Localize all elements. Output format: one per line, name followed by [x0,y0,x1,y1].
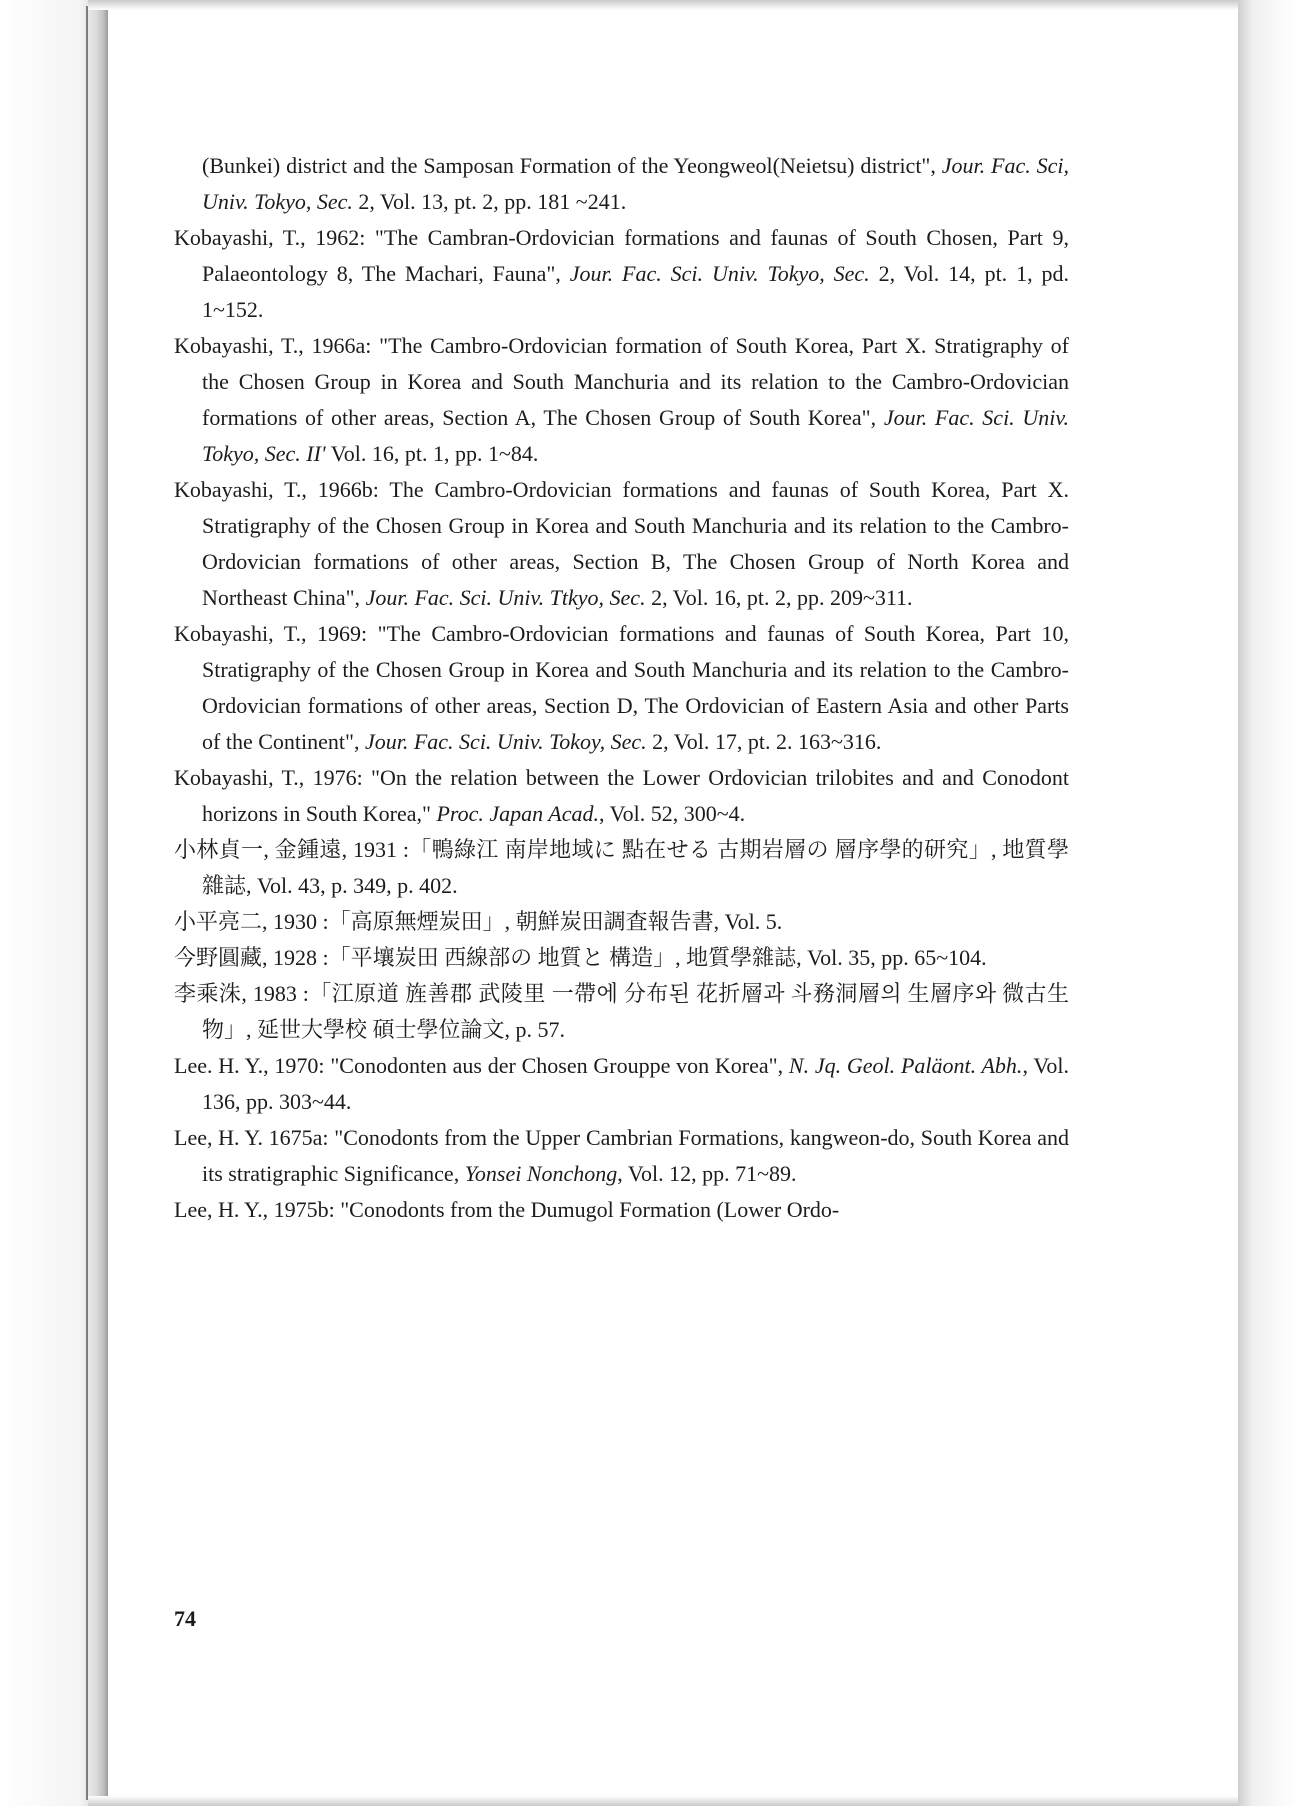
reference-details: , Vol. 136, pp. 303~44. [202,1053,1069,1114]
scan-top-edge [88,0,1248,10]
reference-entry [174,1048,1069,1120]
reference-entry [174,976,1069,1048]
scan-right-edge [1238,0,1303,1806]
reference-entry [174,1192,1069,1228]
reference-text: 李乘洙, 1983 :「江原道 旌善郡 武陵里 一帶에 分布된 花折層과 斗務洞層의 生層序와 微古生物」, 延世大學校 碩士學位論文, p. 57. [174,981,1069,1042]
reference-source: Jour. Fac. Sci. Univ. Ttkyo, Sec. [365,585,646,610]
reference-entry [174,220,1069,328]
reference-text: Lee, H. Y. 1675a: "Conodonts from the Upper Cambrian Formations, kangweon-do, South Korea and its stratigraphic Significance, [174,1125,1069,1186]
reference-details: , Vol. 52, 300~4. [598,801,746,826]
reference-entry [174,472,1069,616]
reference-entry [174,616,1069,760]
reference-source: Yonsei Nonchong [464,1161,618,1186]
reference-entry [174,760,1069,832]
scan-left-edge [0,0,108,1806]
reference-source: Proc. Japan Acad. [436,801,599,826]
reference-details: 2, Vol. 17, pt. 2. 163~316. [646,729,882,754]
reference-source: Jour. Fac. Sci, Univ. Tokyo, Sec. [202,153,1070,214]
reference-text: Lee. H. Y., 1970: "Conodonten aus der Chosen Grouppe von Korea", [174,1053,789,1078]
reference-text: Kobayashi, T., 1969: "The Cambro-Ordovician formations and faunas of South Korea, Part 10, Stratigraphy of the Chosen Group in Korea and South Manchuria and its relation to the Cambro-Ordovician formations of other areas, Section D, The Ordovician of Eastern Asia and other Parts of the Continent", [174,621,1069,754]
reference-details: 2, Vol. 13, pt. 2, pp. 181 ~241. [352,189,627,214]
reference-entry [174,148,1069,220]
reference-text: Kobayashi, T., 1966b: The Cambro-Ordovician formations and faunas of South Korea, Part X. Stratigraphy of the Chosen Group in Korea and South Manchuria and its relation to the Cambro-Ordovician formations of other areas, Section B, The Chosen Group of North Korea and Northeast China", [174,477,1069,610]
reference-details: 2, Vol. 14, pt. 1, pd. 1~152. [202,261,1069,322]
reference-source: N. Jq. Geol. Paläont. Abh. [788,1053,1023,1078]
reference-entry [174,904,1069,940]
reference-source: Jour. Fac. Sci. Univ. Tokyo, Sec. II' [202,405,1069,466]
reference-entry [174,940,1069,976]
reference-entry [174,328,1069,472]
page-number: 74 [174,1606,196,1631]
reference-text: Kobayashi, T., 1976: "On the relation between the Lower Ordovician trilobites and and Conodont horizons in South Korea," [174,765,1069,826]
reference-text: (Bunkei) district and the Samposan Formation of the Yeongweol(Neietsu) district", [202,153,942,178]
reference-entry [174,832,1069,904]
reference-details: Vol. 16, pt. 1, pp. 1~84. [325,441,539,466]
reference-source: Jour. Fac. Sci. Univ. Tokoy, Sec. [364,729,647,754]
reference-text: 小林貞一, 金鍾遠, 1931 :「鴨綠江 南岸地域に 點在せる 古期岩層の 層序學的研究」, 地質學雜誌, Vol. 43, p. 349, p. 402. [174,837,1069,898]
reference-text: 小平亮二, 1930 :「高原無煙炭田」, 朝鮮炭田調査報告書, Vol. 5. [174,909,783,934]
reference-source: Jour. Fac. Sci. Univ. Tokyo, Sec. [569,261,870,286]
reference-details: 2, Vol. 16, pt. 2, pp. 209~311. [645,585,913,610]
reference-details: , Vol. 12, pp. 71~89. [617,1161,797,1186]
reference-text: Lee, H. Y., 1975b: "Conodonts from the Dumugol Formation (Lower Ordo- [174,1197,840,1222]
scan-left-edge-line [86,6,88,1800]
reference-text: 今野圓藏, 1928 :「平壤炭田 西線部の 地質と 構造」, 地質學雜誌, Vol. 35, pp. 65~104. [174,945,987,970]
reference-entry [174,1120,1069,1192]
reference-text: Kobayashi, T., 1962: "The Cambran-Ordovician formations and faunas of South Chosen, Part 9, Palaeontology 8, The Machari, Fauna", [174,225,1069,286]
reference-list [174,148,1069,1228]
scan-bottom-edge [88,1796,1248,1806]
reference-text: Kobayashi, T., 1966a: "The Cambro-Ordovician formation of South Korea, Part X. Stratigraphy of the Chosen Group in Korea and South Manchuria and its relation to the Cambro-Ordovician formations of other areas, Section A, The Chosen Group of South Korea", [174,333,1069,430]
